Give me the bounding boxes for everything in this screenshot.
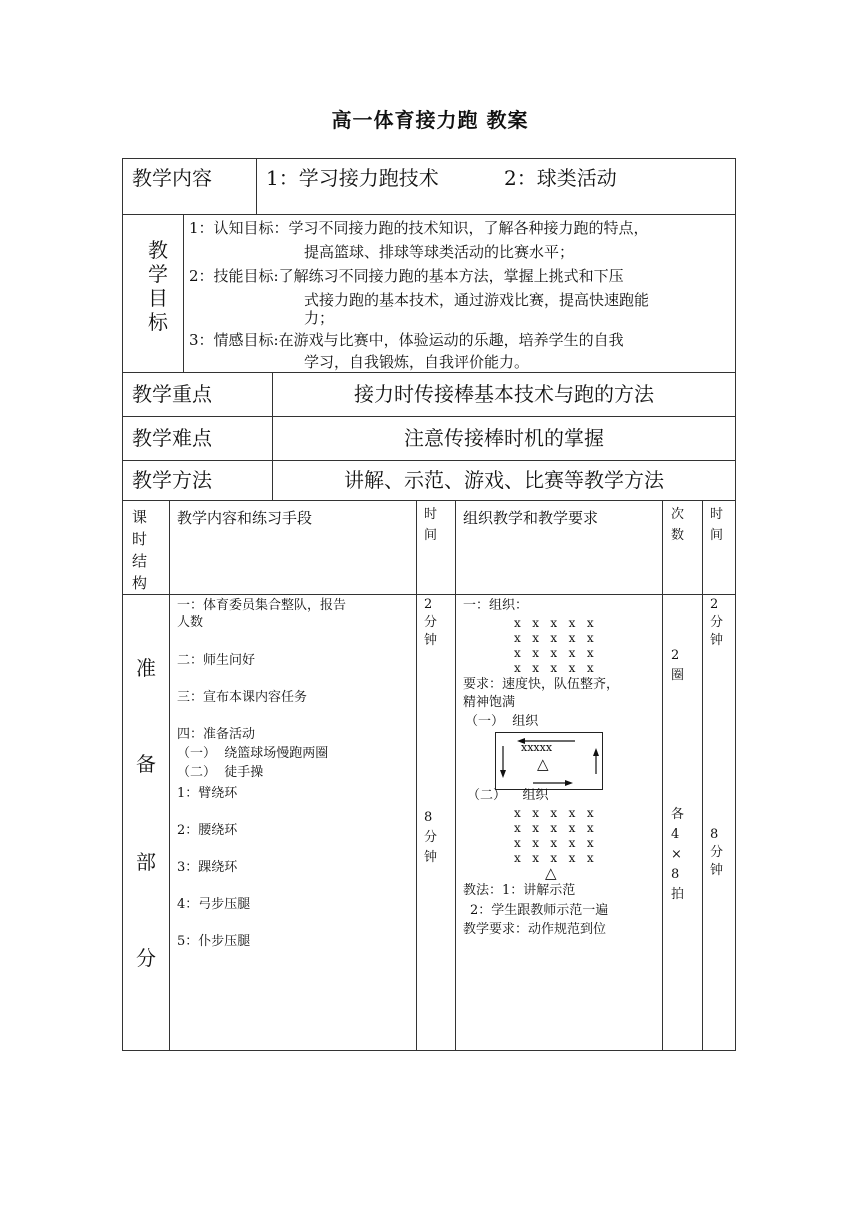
- formation-row: x x x x x: [514, 631, 594, 645]
- time-b: [424, 808, 437, 868]
- goal-line: 1：认知目标：学习不同接力跑的技术知识，了解各种接力跑的特点，: [189, 219, 649, 237]
- content-line: 2：腰绕环: [177, 823, 238, 838]
- header-time: 时间: [424, 507, 438, 543]
- time2-char: 2: [710, 597, 719, 612]
- section-char: 部: [136, 850, 156, 874]
- count-char: 拍: [671, 887, 685, 902]
- formation-row: x x x x x: [514, 806, 594, 820]
- content-line: 5：仆步压腿: [177, 934, 251, 949]
- header-count: 次数: [671, 507, 685, 543]
- formation-row: x x x x x: [514, 646, 594, 660]
- key-point-value: 接力时传接棒基本技术与跑的方法: [354, 382, 654, 406]
- goals-label-char: 教: [148, 238, 168, 262]
- formation-row: x x x x x: [514, 661, 594, 675]
- section-char: 分: [136, 946, 156, 970]
- time-char: 8: [424, 810, 433, 825]
- goals-label-char: 目: [148, 286, 168, 310]
- content-line: 四：准备活动: [177, 727, 256, 742]
- content-line: 1：臂绕环: [177, 786, 238, 801]
- time2-char: 钟: [710, 633, 724, 648]
- count-char: 4: [671, 827, 680, 842]
- method-label: 教学方法: [132, 468, 212, 492]
- time2-char: 分: [710, 615, 724, 630]
- requirement: 要求：速度快，队伍整齐，: [463, 677, 620, 692]
- goal-line: 提高篮球、排球等球类活动的比赛水平；: [304, 243, 575, 261]
- content-line: 三：宣布本课内容任务: [177, 690, 308, 705]
- goals-label-char: 标: [148, 310, 168, 334]
- teacher-icon: △: [545, 864, 557, 882]
- time2-char: 8: [710, 827, 719, 842]
- count-char: 圈: [671, 668, 685, 683]
- count-a: [671, 646, 684, 686]
- goal-line: 2：技能目标:了解练习不同接力跑的基本方法，掌握上挑式和下压: [189, 267, 624, 285]
- content-line: （二） 徒手操: [177, 765, 264, 780]
- content-line: （一） 绕篮球场慢跑两圈: [177, 746, 329, 761]
- key-point-label: 教学重点: [132, 382, 212, 406]
- content-line: 3：踝绕环: [177, 860, 238, 875]
- org-label: 一：组织：: [463, 598, 529, 613]
- content-line: 4：弓步压腿: [177, 897, 251, 912]
- time2-a: [710, 596, 723, 650]
- page-title: 高一体育接力跑 教案: [331, 108, 529, 132]
- goal-line: 学习，自我锻炼，自我评价能力。: [304, 353, 530, 371]
- sub-heading-2: （二） 组织: [467, 788, 549, 803]
- content-label: 教学内容: [132, 166, 212, 190]
- count-char: ×: [671, 847, 682, 862]
- method-line: 2：学生跟教师示范一遍: [470, 903, 609, 918]
- formation-row: x x x x x: [514, 836, 594, 850]
- runner-row: xxxxx: [521, 741, 553, 754]
- content-line: 一：体育委员集合整队，报告: [177, 598, 347, 613]
- formation-row: x x x x x: [514, 821, 594, 835]
- time-char: 钟: [424, 633, 438, 648]
- method-value: 讲解、示范、游戏、比赛等教学方法: [344, 468, 664, 492]
- time2-b: [710, 826, 723, 880]
- section-char: 备: [136, 752, 156, 776]
- method-line: 教法：1：讲解示范: [463, 883, 576, 898]
- time2-char: 分: [710, 845, 724, 860]
- count-char: 各: [671, 807, 685, 822]
- goal-line: 式接力跑的基本技术，通过游戏比赛，提高快速跑能: [304, 291, 650, 309]
- teacher-icon: △: [537, 755, 549, 773]
- difficulty-value: 注意传接棒时机的掌握: [404, 426, 604, 450]
- time-char: 分: [424, 830, 438, 845]
- count-b: [671, 805, 684, 905]
- time2-char: 钟: [710, 863, 724, 878]
- content-item-2: 2：球类活动: [504, 166, 617, 190]
- goal-line: 力；: [304, 309, 335, 327]
- time-a: [424, 596, 437, 650]
- section-char: 准: [136, 656, 156, 680]
- formation-row: x x x x x: [514, 616, 594, 630]
- requirement-line: 教学要求：动作规范到位: [463, 922, 607, 937]
- count-char: 2: [671, 648, 680, 663]
- time-char: 2: [424, 597, 433, 612]
- count-char: 8: [671, 867, 680, 882]
- requirement: 精神饱满: [463, 695, 516, 710]
- time-char: 分: [424, 615, 438, 630]
- header-content: 教学内容和练习手段: [177, 509, 313, 527]
- content-line: 二：师生问好: [177, 653, 256, 668]
- header-organization: 组织教学和教学要求: [463, 509, 599, 527]
- time-char: 钟: [424, 850, 438, 865]
- content-line: 人数: [177, 615, 204, 630]
- goals-label: [146, 238, 170, 334]
- goal-line: 3：情感目标:在游戏与比赛中，体验运动的乐趣，培养学生的自我: [189, 331, 624, 349]
- difficulty-label: 教学难点: [132, 426, 212, 450]
- goals-label-char: 学: [148, 262, 168, 286]
- header-time-2: 时间: [710, 507, 724, 543]
- sub-heading-1: （一） 组织: [465, 714, 539, 729]
- content-item-1: 1：学习接力跑技术: [266, 166, 439, 190]
- header-structure: 课时结构: [132, 508, 148, 592]
- formation-row: x x x x x: [514, 851, 594, 865]
